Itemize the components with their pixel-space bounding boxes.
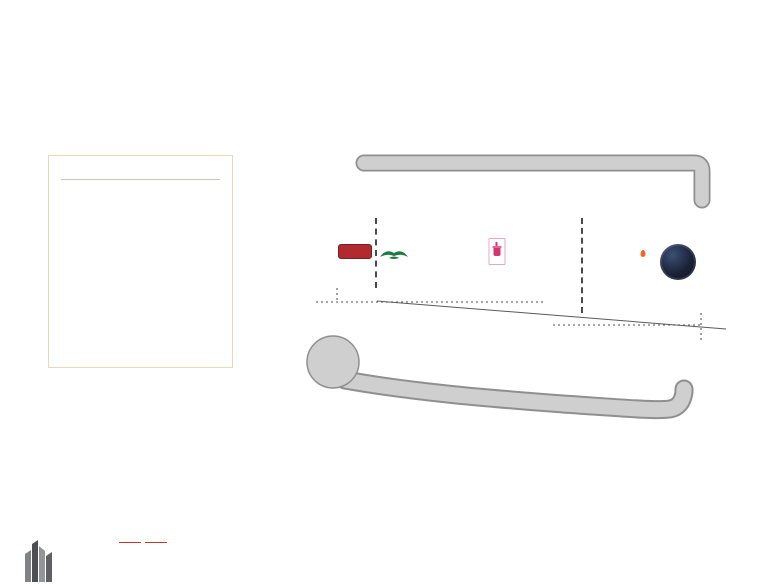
site-plan [258, 140, 740, 485]
available-spaces-panel [48, 155, 233, 368]
unit-117 [436, 218, 460, 288]
firehouse-subs-logo [338, 244, 372, 259]
unit-119 [460, 218, 484, 288]
hotworx-logo [640, 250, 645, 258]
corporate-realty-brand [25, 536, 223, 582]
panel-divider [61, 179, 220, 180]
unit-125 [532, 218, 555, 288]
unit-131 [605, 218, 630, 313]
chainlinks-logo [63, 542, 223, 543]
unit-133 [630, 218, 655, 313]
unit-123 [509, 218, 532, 288]
property-line-right [553, 313, 701, 343]
unit-115 [411, 218, 436, 288]
wingstop-logo [379, 248, 409, 260]
unit-121 [484, 218, 509, 288]
member-of-label [63, 542, 223, 543]
unit-113B [375, 218, 411, 288]
x-monogram-logo [660, 244, 696, 280]
corporate-realty-building-icon [25, 536, 55, 582]
smoothie-king-logo [488, 238, 505, 265]
unit-113A [335, 218, 375, 288]
bottom-road [345, 380, 684, 410]
top-road [364, 163, 702, 200]
unit-129 [581, 218, 605, 313]
unit-127 [555, 218, 581, 313]
road-bulb [307, 336, 359, 388]
unit-135-137 [657, 218, 699, 313]
property-line-left [316, 288, 543, 302]
contact-jonathan-fawer [595, 546, 747, 548]
